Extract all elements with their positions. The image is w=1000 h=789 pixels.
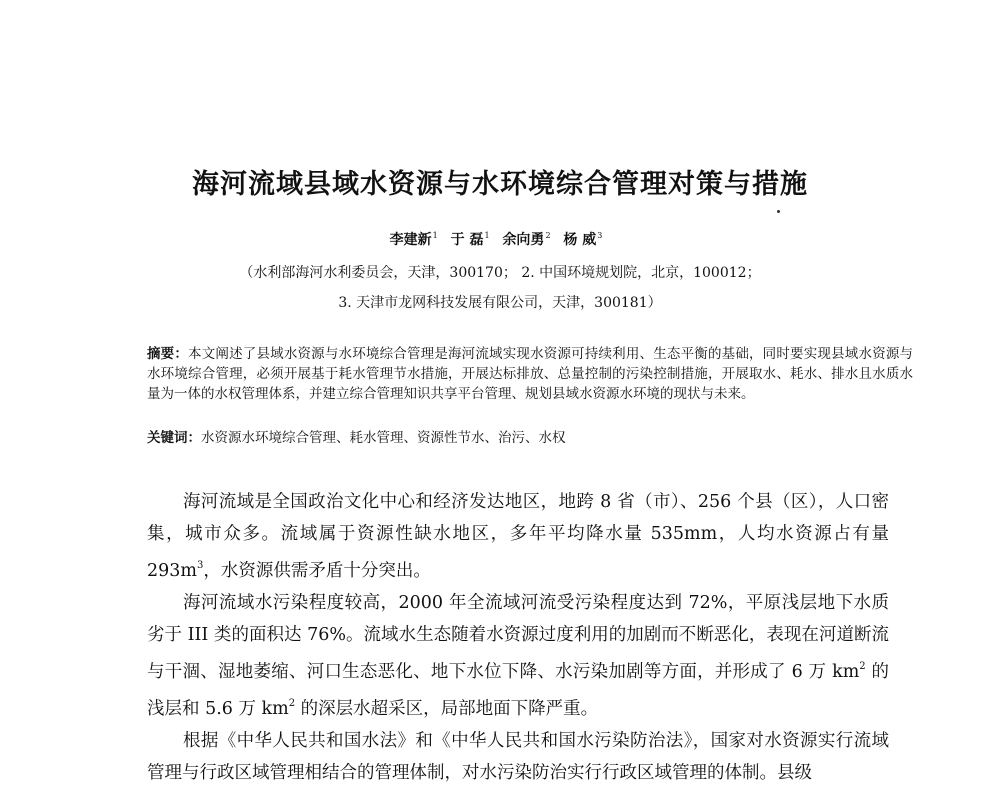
abstract (147, 344, 913, 404)
paragraph-2-text-mid: 的浅层和 5.6 万 km (147, 662, 889, 719)
paper-title: 海河流域县域水资源与水环境综合管理对策与措施 (192, 169, 808, 200)
keywords-label: 关键词： (147, 430, 201, 446)
affiliation-line-1: （水利部海河水利委员会，天津，300170； 2. 中国环境规划院，北京，100012； (239, 265, 761, 281)
superscript: 2 (859, 661, 866, 672)
author-name: 于 磊 (450, 232, 484, 248)
abstract-label: 摘要： (147, 346, 189, 362)
superscript: 2 (288, 698, 296, 709)
superscript: 3 (197, 560, 204, 571)
keywords (147, 428, 913, 448)
paragraph-1 (147, 486, 889, 587)
author-affiliation-mark: 1 (432, 231, 438, 240)
abstract-text: 本文阐述了县域水资源与水环境综合管理是海河流域实现水资源可持续利用、生态平衡的基础，同时要实现县域水资源与水环境综合管理，必须开展基于耗水管理节水措施，开展达标排放、总量控制的污染控制措施，开展取水、耗水、排水且水质水量为一体的水权管理体系，并建立综合管理知识共享平台管理、规划县域水资源水环境的现状与未来。 (147, 346, 913, 402)
stray-dot (777, 210, 780, 213)
paragraph-2-text-end: 的深层水超采区，局部地面下降严重。 (295, 699, 599, 719)
affiliation-line-2: 3. 天津市龙网科技发展有限公司，天津，300181） (338, 295, 662, 311)
author-name: 余向勇 (502, 232, 545, 248)
paragraph-1-text-end: ，水资源供需矛盾十分突出。 (203, 561, 431, 581)
paragraph-2 (147, 587, 889, 725)
paragraph-1-text: 海河流域是全国政治文化中心和经济发达地区，地跨 8 省（市）、256 个县（区），人口密集，城市众多。流域属于资源性缺水地区，多年平均降水量 535mm，人均水资源占有量 293m (147, 492, 889, 581)
author-affiliation-mark: 2 (545, 231, 551, 240)
author-affiliation-mark: 3 (597, 231, 603, 240)
body-text (147, 486, 889, 789)
author-name: 李建新 (389, 232, 432, 248)
keywords-text: 水资源水环境综合管理、耗水管理、资源性节水、治污、水权 (201, 430, 566, 446)
author-name: 杨 威 (563, 232, 597, 248)
author-list (0, 229, 1000, 249)
paragraph-2-text: 海河流域水污染程度较高，2000 年全流域河流受污染程度达到 72%，平原浅层地下水质劣于 III 类的面积达 76%。流域水生态随着水资源过度利用的加剧而不断恶化，表现在河道断流与干涸、湿地萎缩、河口生态恶化、地下水位下降、水污染加剧等方面，并形成了 6 万 km (147, 593, 889, 682)
author-affiliation-mark: 1 (484, 231, 490, 240)
paragraph-3: 根据《中华人民共和国水法》和《中华人民共和国水污染防治法》，国家对水资源实行流域管理与行政区域管理相结合的管理体制，对水污染防治实行行政区域管理的体制。县级 (147, 731, 889, 783)
